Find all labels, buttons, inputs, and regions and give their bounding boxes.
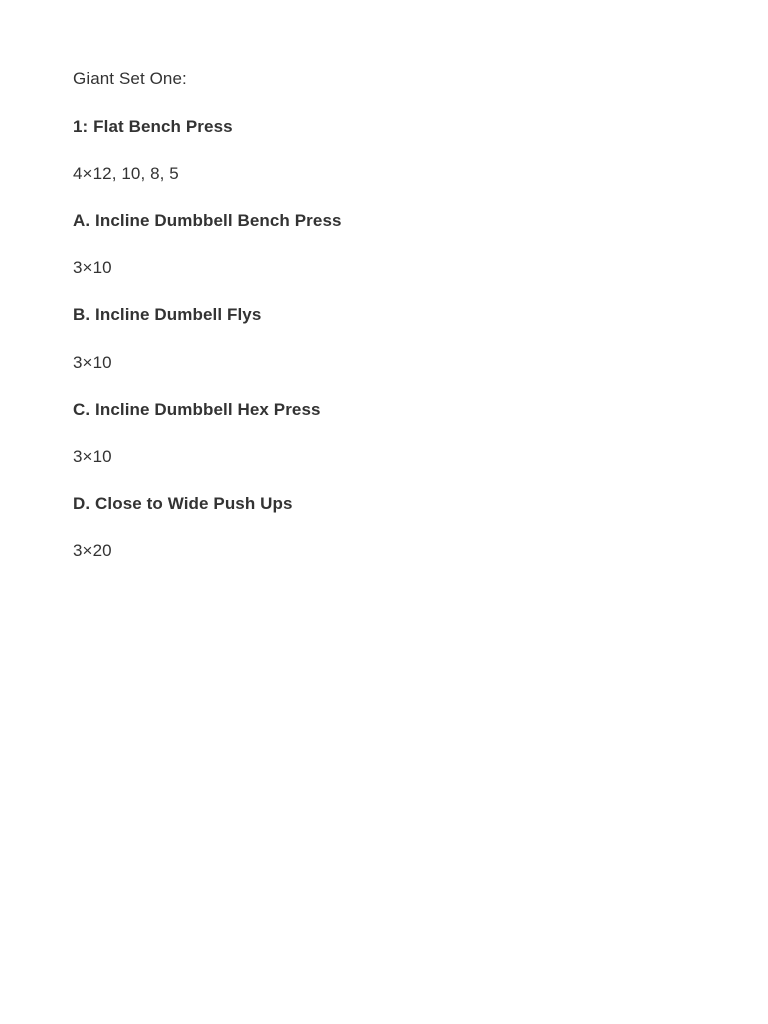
exercise-name-flat-bench-press: 1: Flat Bench Press	[73, 117, 233, 136]
exercise-reps-incline-dumbbell-bench-press: 3×10	[73, 258, 112, 277]
exercise-reps-incline-dumbbell-hex-press: 3×10	[73, 447, 112, 466]
giant-set-heading: Giant Set One:	[73, 69, 187, 88]
exercise-name-incline-dumbell-flys: B. Incline Dumbell Flys	[73, 305, 262, 324]
exercise-reps-incline-dumbell-flys: 3×10	[73, 353, 112, 372]
exercise-name-close-to-wide-push-ups: D. Close to Wide Push Ups	[73, 494, 293, 513]
exercise-name-incline-dumbbell-bench-press: A. Incline Dumbbell Bench Press	[73, 211, 342, 230]
exercise-reps-close-to-wide-push-ups: 3×20	[73, 541, 112, 560]
exercise-name-incline-dumbbell-hex-press: C. Incline Dumbbell Hex Press	[73, 400, 321, 419]
exercise-reps-flat-bench-press: 4×12, 10, 8, 5	[73, 164, 179, 183]
